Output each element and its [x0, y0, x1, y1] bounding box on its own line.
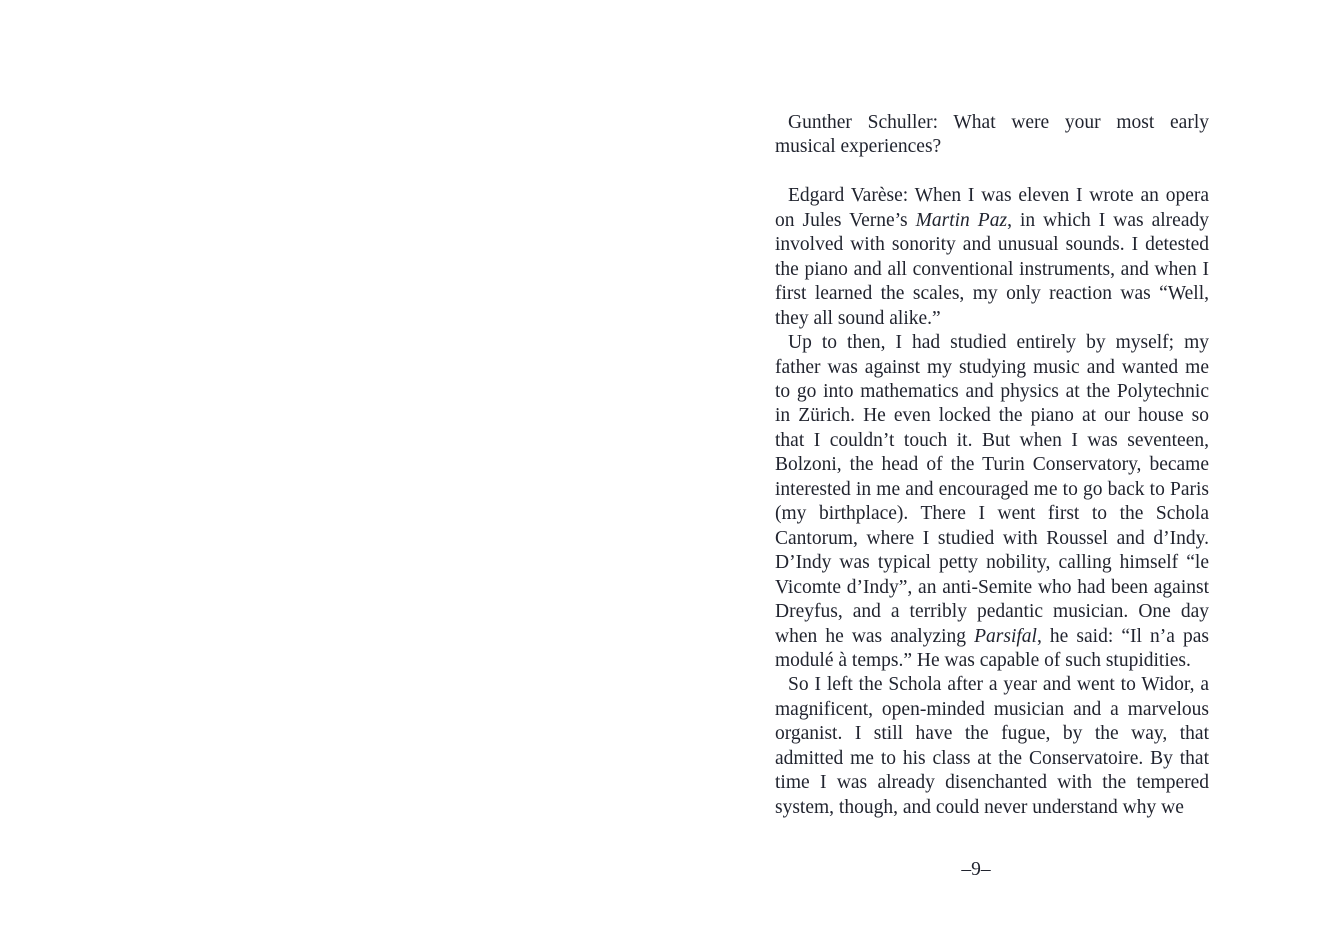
text-segment: , in which I was already involved with sonority and unusual sounds. I detested the piano and all conventional instruments, and when I first learned the scales, my only reaction was “Well, they all sound alike.”: [775, 209, 1209, 329]
text-segment: Edgard Varèse: When I was eleven I wrote an opera on Jules Verne’s: [775, 185, 1209, 231]
text-segment: , he said: “Il n’a pas modulé à temps.” He was capable of such stupidities.: [775, 625, 1209, 671]
body-text-column: [775, 111, 1209, 820]
text-segment: Gunther Schuller: What were your most early musical experiences?: [775, 112, 1209, 158]
text-segment: Up to then, I had studied entirely by myself; my father was against my studying music and wanted me to go into mathematics and physics at the Polytechnic in Zürich. He even locked the piano at our house so that I couldn’t touch it. But when I was seventeen, Bolzoni, the head of the Turin Conservatory, became interested in me and encouraged me to go back to Paris (my birthplace). There I went first to the Schola Cantorum, where I studied with Roussel and d’Indy. D’Indy was typical petty nobility, calling himself “le Vicomte d’Indy”, an anti-Semite who had been against Dreyfus, and a terribly pedantic musician. One day when he was analyzing: [775, 332, 1209, 647]
paragraph-question: [775, 111, 1209, 160]
book-title-italic: Martin Paz: [915, 209, 1008, 231]
page-number: –9–: [961, 859, 991, 880]
paragraph-answer-widor: [775, 673, 1209, 820]
text-segment: So I left the Schola after a year and went to Widor, a magnificent, open-minded musician and a marvelous organist. I still have the fugue, by the way, that admitted me to his class at the Conservatoire. By that time I was already disenchanted with the tempered system, though, and could never understand why we: [775, 674, 1209, 818]
paragraph-answer-studies: [775, 331, 1209, 673]
opera-title-italic: Parsifal: [974, 625, 1037, 647]
paragraph-answer-opening: [775, 184, 1209, 331]
